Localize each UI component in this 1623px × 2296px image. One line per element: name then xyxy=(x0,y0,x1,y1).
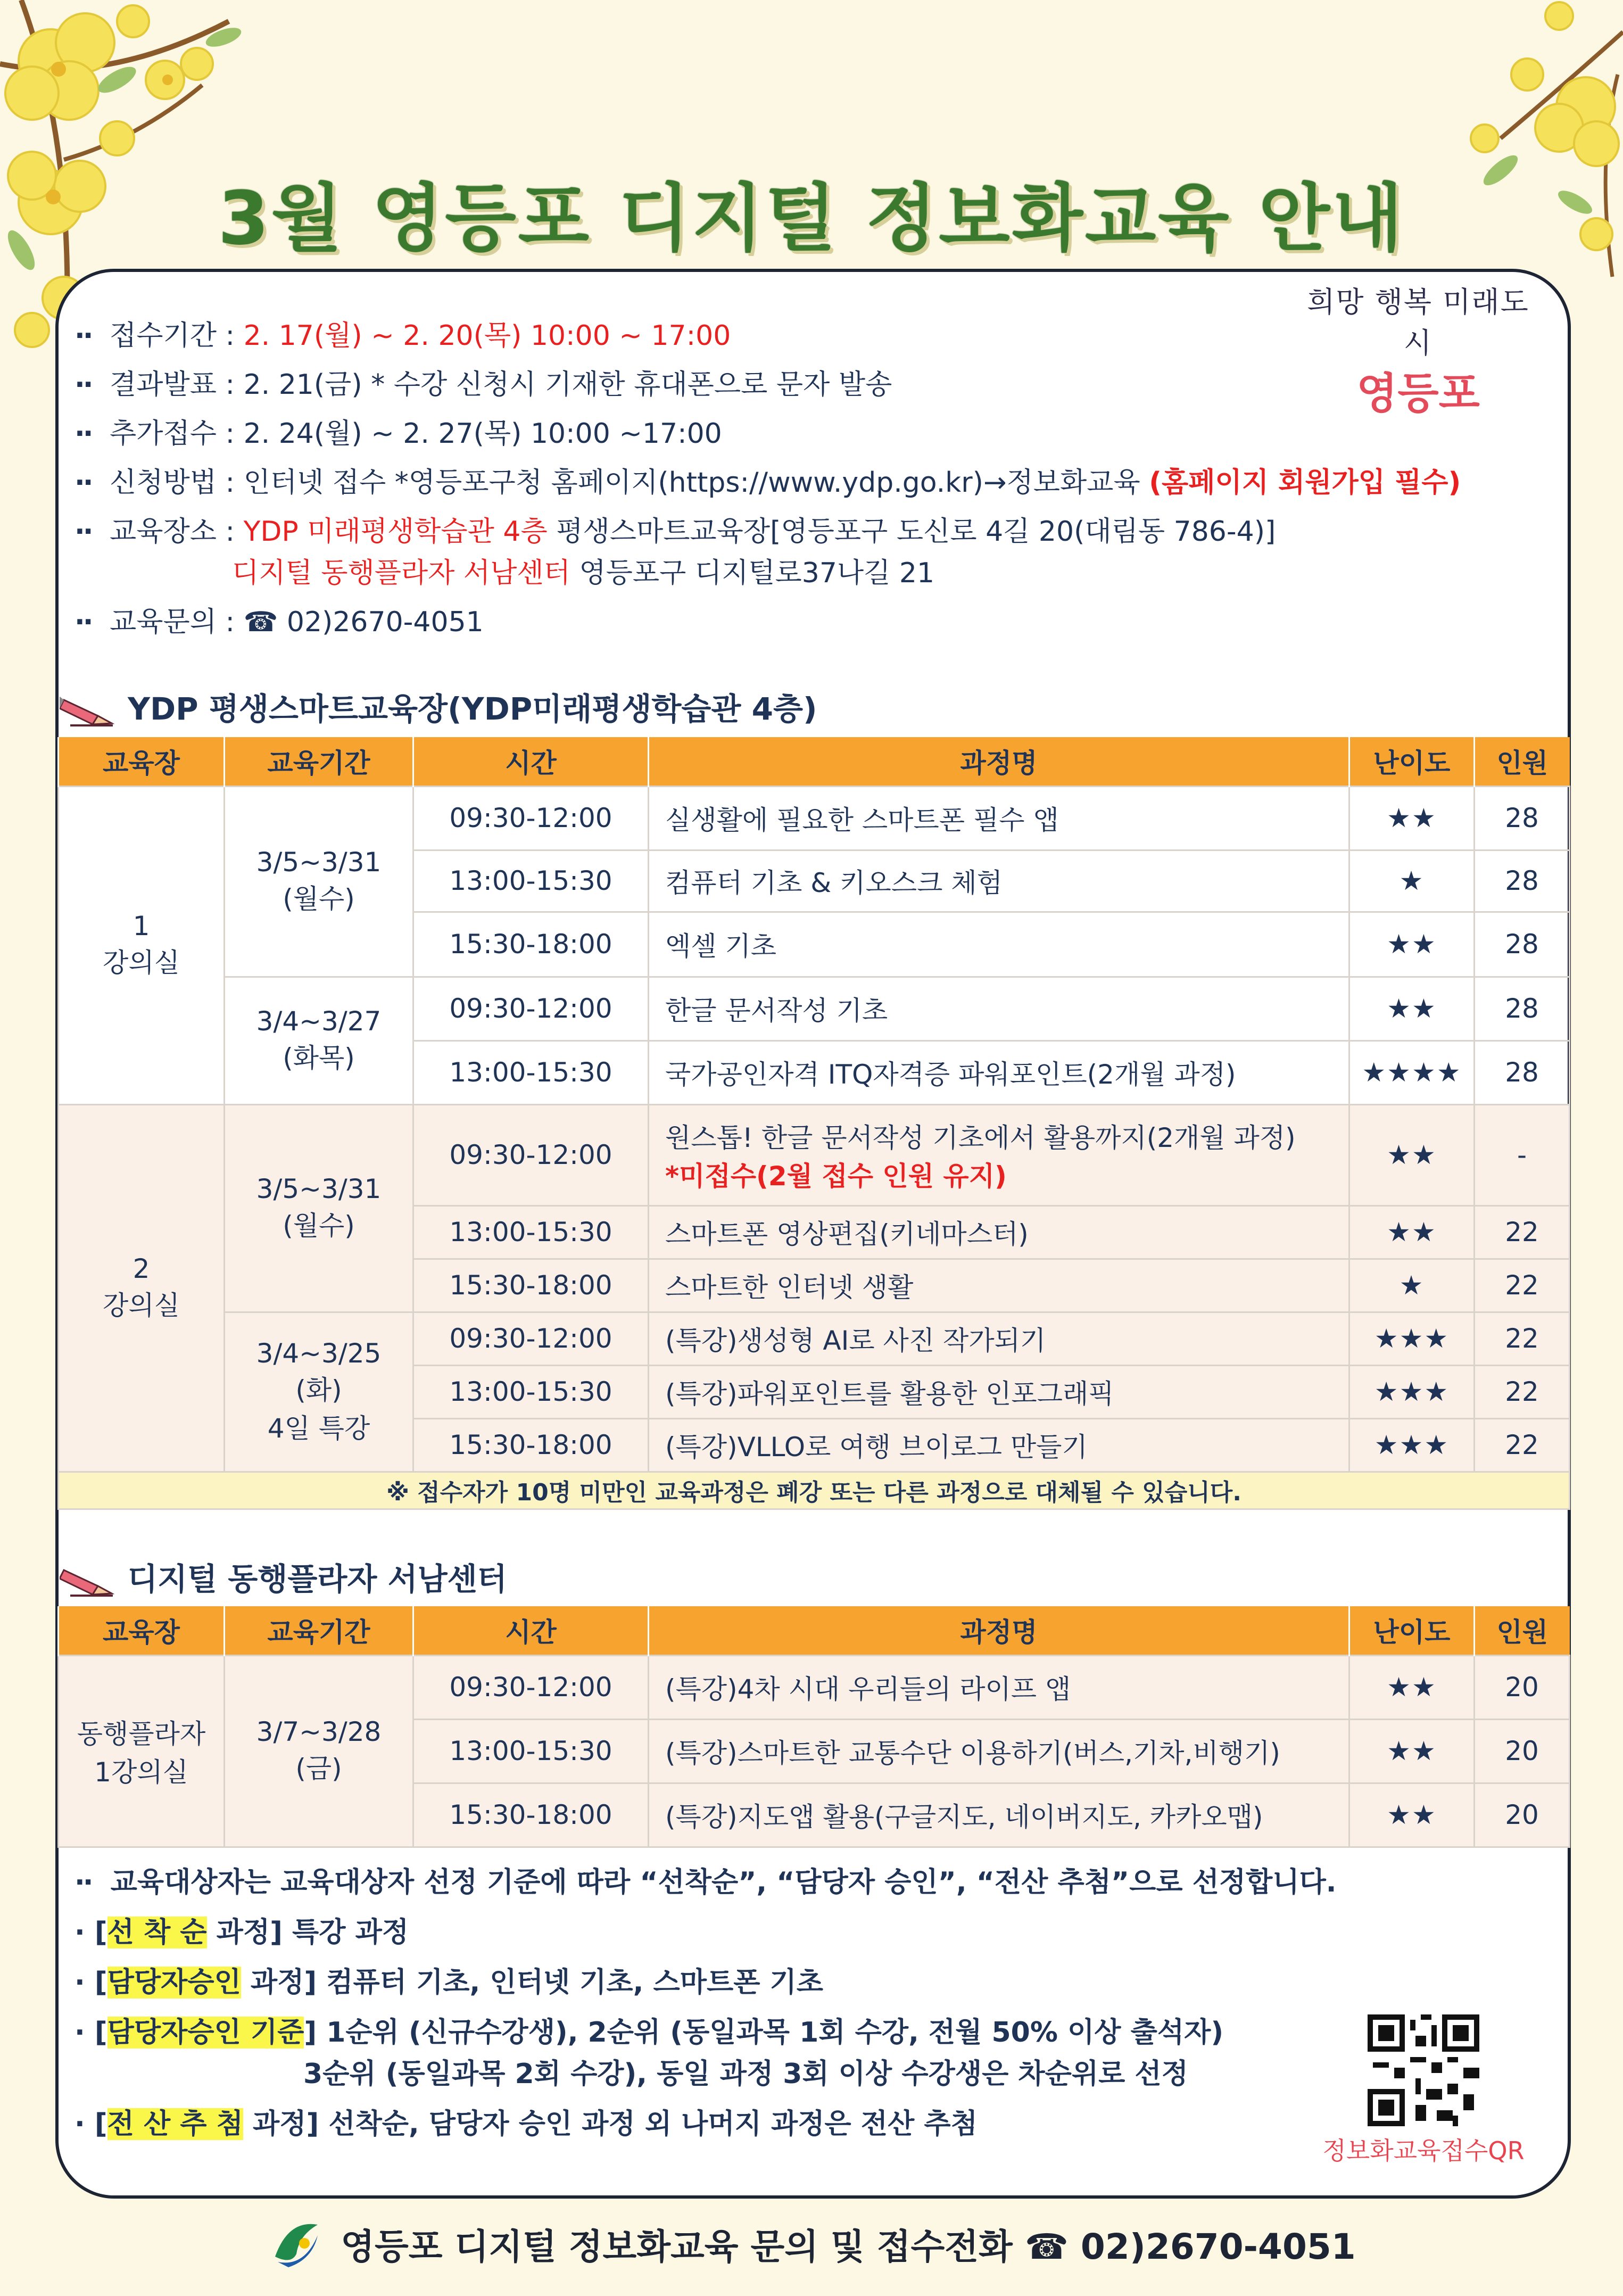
room-cell xyxy=(59,1655,225,1847)
header-course: 과정명 xyxy=(649,737,1349,786)
notice-row xyxy=(59,1472,1570,1509)
selection-criteria-row: · [담당자승인 기준] 1순위 (신규수강생), 2순위 (동일과목 1회 수강, 전월 50% 이상 출석자) xyxy=(74,2017,1224,2049)
capacity-cell: 22 xyxy=(1475,1418,1570,1472)
section2-title xyxy=(60,1554,507,1599)
bullet-icon: ·· xyxy=(74,320,92,352)
closure-notice: ※ 접수자가 10명 미만인 교육과정은 폐강 또는 다른 과정으로 대체될 수 있습니다. xyxy=(59,1472,1570,1509)
room-number: 2 xyxy=(133,1253,150,1284)
course-cell xyxy=(649,1104,1349,1205)
period-cell xyxy=(225,786,413,977)
capacity-cell: 28 xyxy=(1475,977,1570,1040)
table-row xyxy=(59,786,1570,850)
info-label: 교육문의 : xyxy=(110,606,235,638)
course-cell: 엑셀 기초 xyxy=(649,912,1349,977)
time-cell: 09:30-12:00 xyxy=(413,1655,649,1719)
capacity-cell: 20 xyxy=(1475,1783,1570,1847)
selection-criteria xyxy=(74,1857,1337,2149)
info-extra-registration xyxy=(74,409,1461,458)
bullet-icon: ·· xyxy=(74,606,92,638)
schedule-table-1 xyxy=(57,737,1570,1510)
table-row xyxy=(59,977,1570,1040)
level-cell: ★★ xyxy=(1349,912,1475,977)
level-cell: ★★ xyxy=(1349,977,1475,1040)
bullet-icon: ·· xyxy=(74,516,92,548)
period-cell xyxy=(225,1104,413,1312)
time-cell: 13:00-15:30 xyxy=(413,1205,649,1259)
room-label: 강의실 xyxy=(103,1290,180,1321)
capacity-cell: 22 xyxy=(1475,1312,1570,1365)
room-name-line1: 동행플라자 xyxy=(77,1719,206,1749)
qr-label: 정보화교육접수QR xyxy=(1322,2136,1525,2165)
time-cell: 13:00-15:30 xyxy=(413,850,649,912)
place1-name: YDP 미래평생학습관 4층 xyxy=(243,516,548,548)
info-place xyxy=(74,507,1461,552)
footer-text: 영등포 디지털 정보화교육 문의 및 접수전화 ☎ 02)2670-4051 xyxy=(341,2226,1356,2267)
level-cell: ★★ xyxy=(1349,1205,1475,1259)
criteria-tag: 담당자승인 기준 xyxy=(107,2017,304,2049)
time-cell: 09:30-12:00 xyxy=(413,1312,649,1365)
room-number: 1 xyxy=(133,911,150,941)
period-days: (금) xyxy=(295,1753,342,1784)
header-level: 난이도 xyxy=(1349,1606,1475,1655)
course-cell: 한글 문서작성 기초 xyxy=(649,977,1349,1040)
fcfs-suffix: 과정] xyxy=(216,1917,283,1948)
header-level: 난이도 xyxy=(1349,737,1475,786)
level-cell: ★★★ xyxy=(1349,1418,1475,1472)
place1-address: 평생스마트교육장[영등포구 도신로 4길 20(대림동 786-4)] xyxy=(556,516,1276,548)
level-cell: ★★ xyxy=(1349,1104,1475,1205)
dot-icon: · xyxy=(74,2108,85,2140)
info-value: 2. 17(월) ~ 2. 20(목) 10:00 ~ 17:00 xyxy=(243,320,731,352)
info-label: 결과발표 : xyxy=(110,369,235,401)
bullet-icon: ·· xyxy=(74,1866,92,1898)
period-cell xyxy=(225,1655,413,1847)
qr-code-icon[interactable] xyxy=(1368,2014,1479,2126)
pencil-icon xyxy=(60,1555,118,1598)
capacity-cell: 28 xyxy=(1475,912,1570,977)
time-cell: 09:30-12:00 xyxy=(413,1104,649,1205)
info-value: 2. 24(월) ~ 2. 27(목) 10:00 ~17:00 xyxy=(243,418,722,450)
course-note: *미접수(2월 접수 인원 유지) xyxy=(665,1161,1007,1192)
criteria-text-1: 1순위 (신규수강생), 2순위 (동일과목 1회 수강, 전월 50% 이상 출석자) xyxy=(326,2017,1224,2049)
table-header-row xyxy=(59,1606,1570,1655)
course-cell: (특강)지도앱 활용(구글지도, 네이버지도, 카카오맵) xyxy=(649,1783,1349,1847)
period-range: 3/7~3/28 xyxy=(256,1716,382,1747)
level-cell: ★★★ xyxy=(1349,1365,1475,1418)
level-cell: ★★ xyxy=(1349,786,1475,850)
capacity-cell: 20 xyxy=(1475,1655,1570,1719)
capacity-cell: 28 xyxy=(1475,850,1570,912)
level-cell: ★★ xyxy=(1349,1719,1475,1783)
period-range: 3/4~3/27 xyxy=(256,1006,382,1037)
info-value: 인터넷 접수 *영등포구청 홈페이지(https://www.ydp.go.kr)→정보화교육 xyxy=(243,467,1140,499)
period-cell xyxy=(225,1312,413,1472)
header-time: 시간 xyxy=(413,737,649,786)
room-cell xyxy=(59,1104,225,1472)
lottery-text: 선착순, 담당자 승인 과정 외 나머지 과정은 전산 추첨 xyxy=(328,2108,978,2140)
period-range: 3/4~3/25 xyxy=(256,1338,382,1369)
level-cell: ★ xyxy=(1349,1259,1475,1312)
header-course: 과정명 xyxy=(649,1606,1349,1655)
approval-tag: 담당자승인 xyxy=(107,1967,241,1998)
room-label: 강의실 xyxy=(103,947,180,978)
capacity-cell: - xyxy=(1475,1104,1570,1205)
logo-name: 영등포 xyxy=(1356,369,1480,418)
period-range: 3/5~3/31 xyxy=(256,847,382,878)
time-cell: 09:30-12:00 xyxy=(413,977,649,1040)
time-cell: 15:30-18:00 xyxy=(413,1259,649,1312)
selection-criteria-row-2 xyxy=(74,2053,1337,2099)
approval-suffix: 과정] xyxy=(250,1967,317,1998)
level-cell: ★★ xyxy=(1349,1783,1475,1847)
time-cell: 13:00-15:30 xyxy=(413,1040,649,1104)
time-cell: 09:30-12:00 xyxy=(413,786,649,850)
fcfs-tag: 선 착 순 xyxy=(107,1917,207,1948)
approval-text: 컴퓨터 기초, 인터넷 기초, 스마트폰 기초 xyxy=(326,1967,824,1998)
lottery-tag: 전 산 추 첨 xyxy=(107,2108,243,2140)
period-extra: 4일 특강 xyxy=(267,1413,370,1444)
bullet-icon: ·· xyxy=(74,467,92,499)
level-cell: ★★★★ xyxy=(1349,1040,1475,1104)
header-period: 교육기간 xyxy=(225,737,413,786)
course-title: 원스톱! 한글 문서작성 기초에서 활용까지(2개월 과정) xyxy=(665,1122,1296,1153)
district-emblem-icon xyxy=(267,2214,326,2273)
period-days: (화목) xyxy=(283,1043,355,1073)
room-cell xyxy=(59,786,225,1104)
section1-title xyxy=(60,684,817,729)
info-result xyxy=(74,360,1461,409)
level-cell: ★ xyxy=(1349,850,1475,912)
selection-approval: · [담당자승인 과정] 컴퓨터 기초, 인터넷 기초, 스마트폰 기초 xyxy=(74,1967,824,1998)
period-cell xyxy=(225,977,413,1104)
criteria-text-2: 3순위 (동일과목 2회 수강), 동일 과정 3회 이상 수강생은 차순위로 선정 xyxy=(303,2058,1188,2090)
info-label: 접수기간 : xyxy=(110,320,235,352)
capacity-cell: 28 xyxy=(1475,1040,1570,1104)
bullet-icon: ·· xyxy=(74,369,92,401)
info-label: 추가접수 : xyxy=(110,418,235,450)
dot-icon: · xyxy=(74,1917,85,1948)
selection-intro-row xyxy=(74,1857,1337,1907)
fcfs-text: 특강 과정 xyxy=(292,1917,409,1948)
info-method xyxy=(74,458,1461,507)
room-name-line2: 1강의실 xyxy=(94,1757,188,1788)
info-list xyxy=(74,311,1461,647)
course-cell: (특강)스마트한 교통수단 이용하기(버스,기차,비행기) xyxy=(649,1719,1349,1783)
page-title: 3월 영등포 디지털 정보화교육 안내 xyxy=(218,176,1405,261)
level-cell: ★★★ xyxy=(1349,1312,1475,1365)
info-label: 교육장소 : xyxy=(110,516,235,548)
time-cell: 13:00-15:30 xyxy=(413,1719,649,1783)
dot-icon: · xyxy=(74,2017,85,2049)
header-capacity: 인원 xyxy=(1475,1606,1570,1655)
info-value: ☎ 02)2670-4051 xyxy=(243,606,484,638)
course-cell: 국가공인자격 ITQ자격증 파워포인트(2개월 과정) xyxy=(649,1040,1349,1104)
capacity-cell: 20 xyxy=(1475,1719,1570,1783)
header-room: 교육장 xyxy=(59,1606,225,1655)
capacity-cell: 22 xyxy=(1475,1205,1570,1259)
info-label: 신청방법 : xyxy=(110,467,235,499)
course-cell: (특강)4차 시대 우리들의 라이프 앱 xyxy=(649,1655,1349,1719)
section1-title-text: YDP 평생스마트교육장(YDP미래평생학습관 4층) xyxy=(128,691,817,727)
section2-title-text: 디지털 동행플라자 서남센터 xyxy=(128,1561,507,1597)
schedule-table-2 xyxy=(57,1606,1570,1848)
course-cell: 컴퓨터 기초 & 키오스크 체험 xyxy=(649,850,1349,912)
course-cell: 스마트폰 영상편집(키네마스터) xyxy=(649,1205,1349,1259)
course-cell: (특강)파워포인트를 활용한 인포그래픽 xyxy=(649,1365,1349,1418)
bullet-icon: ·· xyxy=(74,418,92,450)
capacity-cell: 22 xyxy=(1475,1365,1570,1418)
time-cell: 15:30-18:00 xyxy=(413,1418,649,1472)
course-cell: 스마트한 인터넷 생활 xyxy=(649,1259,1349,1312)
pencil-icon xyxy=(60,685,118,728)
table-row xyxy=(59,1655,1570,1719)
header-time: 시간 xyxy=(413,1606,649,1655)
time-cell: 15:30-18:00 xyxy=(413,912,649,977)
table-row xyxy=(59,1312,1570,1365)
selection-intro: 교육대상자는 교육대상자 선정 기준에 따라 “선착순”, “담당자 승인”, “전산 추첨”으로 선정합니다. xyxy=(110,1866,1337,1898)
table-row xyxy=(59,1104,1570,1205)
header-capacity: 인원 xyxy=(1475,737,1570,786)
level-cell: ★★ xyxy=(1349,1655,1475,1719)
info-method-note: (홈페이지 회원가입 필수) xyxy=(1149,467,1461,499)
selection-fcfs: · [선 착 순 과정] 특강 과정 xyxy=(74,1917,409,1948)
dot-icon: · xyxy=(74,1967,85,1998)
place2-name: 디지털 동행플라자 서남센터 xyxy=(232,557,570,589)
table-header-row xyxy=(59,737,1570,786)
info-contact xyxy=(74,598,1461,647)
place2-address: 영등포구 디지털로37나길 21 xyxy=(579,557,935,589)
footer-contact xyxy=(0,2214,1623,2273)
period-days: (월수) xyxy=(283,883,355,914)
period-days: (화) xyxy=(295,1375,342,1406)
info-registration xyxy=(74,311,1461,360)
period-days: (월수) xyxy=(283,1210,355,1241)
capacity-cell: 28 xyxy=(1475,786,1570,850)
info-value: 2. 21(금) * 수강 신청시 기재한 휴대폰으로 문자 발송 xyxy=(243,369,892,401)
selection-lottery: · [전 산 추 첨 과정] 선착순, 담당자 승인 과정 외 나머지 과정은 전산 추첨 xyxy=(74,2108,978,2140)
time-cell: 13:00-15:30 xyxy=(413,1365,649,1418)
period-range: 3/5~3/31 xyxy=(256,1174,382,1204)
time-cell: 15:30-18:00 xyxy=(413,1783,649,1847)
course-cell: 실생활에 필요한 스마트폰 필수 앱 xyxy=(649,786,1349,850)
course-cell: (특강)생성형 AI로 사진 작가되기 xyxy=(649,1312,1349,1365)
info-place-2 xyxy=(74,552,1461,598)
logo-slogan: 희망 행복 미래도시 xyxy=(1307,285,1529,360)
header-period: 교육기간 xyxy=(225,1606,413,1655)
capacity-cell: 22 xyxy=(1475,1259,1570,1312)
header-room: 교육장 xyxy=(59,737,225,786)
course-cell: (특강)VLLO로 여행 브이로그 만들기 xyxy=(649,1418,1349,1472)
lottery-suffix: 과정] xyxy=(253,2108,319,2140)
